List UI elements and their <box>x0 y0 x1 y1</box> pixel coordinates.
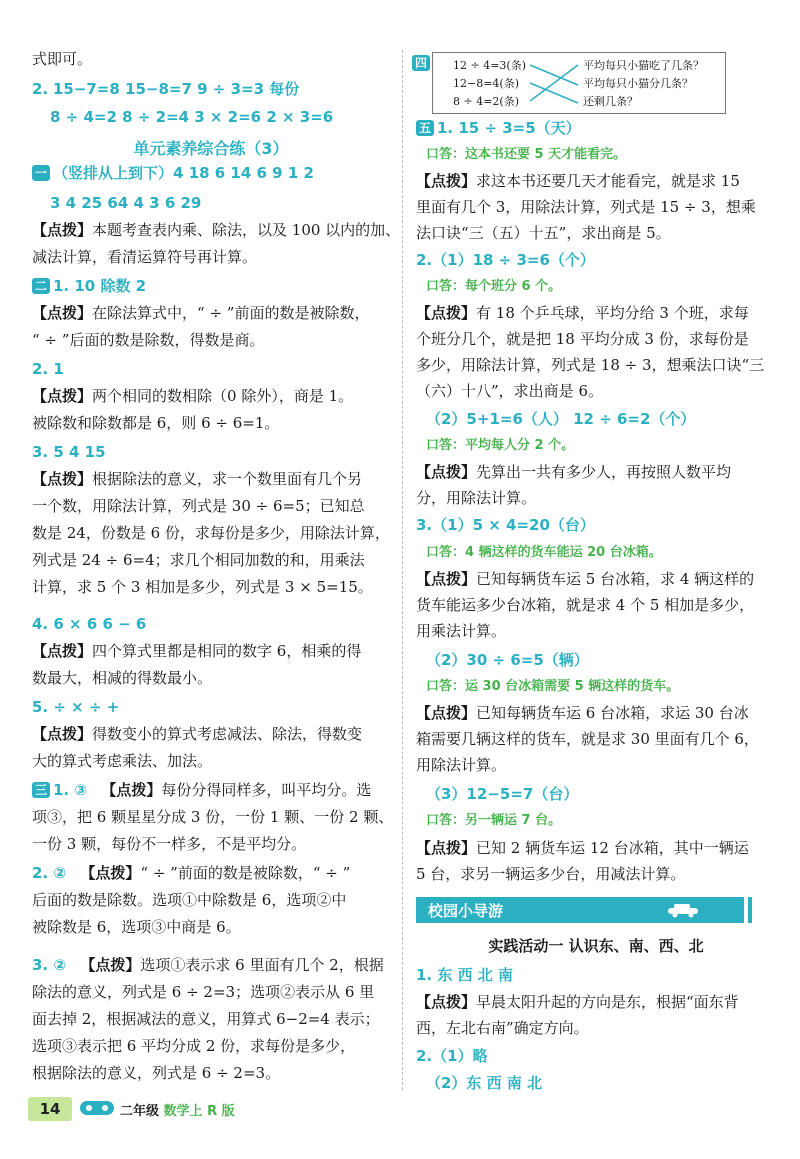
answer-line: 2. 1 <box>32 360 64 378</box>
text-line: 5 台，求另一辆运多少台，用减法计算。 <box>416 865 686 883</box>
tip-line <box>32 469 362 489</box>
text-line: 根据除法的意义，列式是 6 ÷ 2=3。 <box>32 1064 281 1082</box>
tip-text: “ ÷ ”前面的数是被除数，“ ÷ ” <box>140 864 351 882</box>
answer-line: （2）5+1=6（人） 12 ÷ 6=2（个） <box>426 410 696 428</box>
tip-text: 得数变小的算式考虑减法、除法，得数变 <box>92 725 363 743</box>
answer-line: 2.（1）略 <box>416 1047 488 1065</box>
text-line: 用乘法计算。 <box>416 622 507 640</box>
answer-line: 3.（1）5 × 4=20（台） <box>416 516 595 534</box>
text-line: 多少，用除法计算，列式是 18 ÷ 3，想乘法口诀“三 <box>416 356 765 374</box>
book-label <box>120 1100 235 1119</box>
tip-line <box>416 171 740 191</box>
tip-label: 【点拨】 <box>416 304 477 322</box>
tip-text: 两个相同的数相除（0 除外），商是 1。 <box>92 387 354 405</box>
matching-diagram <box>432 52 726 114</box>
text-line: 被除数是 6，选项③中商是 6。 <box>32 918 241 936</box>
text-line: 减法计算，看清运算符号再计算。 <box>32 248 258 266</box>
tip-label: 【点拨】 <box>32 470 93 488</box>
text-line: 计算，求 5 个 3 相加是多少，列式是 3 × 5=15。 <box>32 578 373 596</box>
tip-label: 【点拨】 <box>416 172 477 190</box>
tip-text: 求这本书还要几天才能看完，就是求 15 <box>476 172 740 190</box>
tip-label: 【点拨】 <box>416 839 477 857</box>
tip-text: 根据除法的意义，求一个数里面有几个另 <box>92 470 363 488</box>
tip-line <box>32 386 353 406</box>
match-right-item: 平均每只小猫分几条？ <box>583 77 693 90</box>
oral-answer: 口答：这本书还要 5 天才能看完。 <box>426 147 627 162</box>
tip-text: 已知 2 辆货车运 12 台冰箱，其中一辆运 <box>476 839 749 857</box>
answer-text: （竖排从上到下）4 18 6 14 6 9 1 2 <box>53 164 314 182</box>
match-right-item: 还剩几条？ <box>583 95 638 108</box>
answer-line: 1. 东 西 北 南 <box>416 966 514 984</box>
edition-label: R 版 <box>207 1104 235 1119</box>
answer-line: （2）东 西 南 北 <box>426 1074 543 1092</box>
tip-label: 【点拨】 <box>416 570 477 588</box>
tip-text: 已知每辆货车运 6 台冰箱，求运 30 台冰 <box>476 704 749 722</box>
tip-label: 【点拨】 <box>32 387 93 405</box>
activity-title: 实践活动一 认识东、南、西、北 <box>488 937 704 955</box>
tip-line <box>416 992 739 1012</box>
page-number: 14 <box>28 1097 72 1121</box>
answer-text: 1. 15 ÷ 3=5（天） <box>437 119 581 137</box>
tip-text: 先算出一共有多少人，再按照人数平均 <box>476 463 732 481</box>
section-badge: 二 <box>32 278 50 294</box>
answer-line: （3）12−5=7（台） <box>426 785 579 803</box>
tip-text: 在除法算式中，“ ÷ ”前面的数是被除数， <box>92 304 370 322</box>
tip-label: 【点拨】 <box>416 704 477 722</box>
text-line: 货车能运多少台冰箱，就是求 4 个 5 相加是多少， <box>416 596 755 614</box>
match-left-item: 8 ÷ 4=2(条) <box>453 95 520 108</box>
tip-label: 【点拨】 <box>101 781 162 799</box>
match-line <box>530 65 578 101</box>
match-line <box>530 65 578 85</box>
answer-line <box>32 163 314 183</box>
column-divider <box>402 50 403 1090</box>
tip-line <box>416 569 754 589</box>
text-line: 箱需要几辆这样的货车，就是求 30 里面有几个 6， <box>416 730 759 748</box>
answer-line <box>32 79 299 99</box>
tip-label: 【点拨】 <box>416 993 477 1011</box>
tip-text: 早晨太阳升起的方向是东，根据“面东背 <box>476 993 739 1011</box>
section-badge: 五 <box>416 120 434 136</box>
subject-label: 数学上 <box>163 1104 203 1119</box>
match-right-item: 平均每只小猫吃了几条？ <box>583 59 704 72</box>
text-line: （六）十八”，求出商是 6。 <box>416 382 603 400</box>
brand-logo-icon <box>80 1099 114 1117</box>
tip-label: 【点拨】 <box>32 725 93 743</box>
answer-line <box>32 955 384 975</box>
answer-line: 3. 5 4 15 <box>32 443 106 461</box>
text-line: 数是 24，份数是 6 份，求每份是多少，用除法计算， <box>32 524 390 542</box>
oral-answer: 口答：另一辆运 7 台。 <box>426 813 562 828</box>
text-line: 里面有几个 3，用除法计算，列式是 15 ÷ 3，想乘 <box>416 198 756 216</box>
tip-line <box>32 641 361 661</box>
section-badge: 一 <box>32 165 50 181</box>
text-line: 一个数，用除法计算，列式是 30 ÷ 6=5；已知总 <box>32 497 365 515</box>
text-line: 个班分几个，就是把 18 平均分成 3 份，求每份是 <box>416 330 749 348</box>
oral-answer: 口答：平均每人分 2 个。 <box>426 438 575 453</box>
oral-answer: 口答：每个班分 6 个。 <box>426 279 562 294</box>
tip-line <box>32 724 362 744</box>
tip-label: 【点拨】 <box>80 864 141 882</box>
tip-label: 【点拨】 <box>32 304 93 322</box>
answer-line: 4. 6 × 6 6 − 6 <box>32 615 147 633</box>
text-line: 大的算式考虑乘法、加法。 <box>32 752 213 770</box>
grade-label: 二年级 <box>120 1104 160 1119</box>
answer-line: 3 4 25 64 4 3 6 29 <box>50 194 202 212</box>
tip-line <box>416 838 749 858</box>
tip-text: 选项①表示求 6 里面有几个 2，根据 <box>140 956 384 974</box>
text-line: 西，左北右南”确定方向。 <box>416 1019 589 1037</box>
text-line: 被除数和除数都是 6，则 6 ÷ 6=1。 <box>32 414 280 432</box>
stripes-decoration <box>738 897 758 923</box>
match-line <box>530 83 578 103</box>
section-badge: 三 <box>32 782 50 798</box>
tip-text: 每份分得同样多，叫平均分。选 <box>161 781 372 799</box>
answer-text: 2. ② <box>32 864 67 882</box>
question-number: 2. <box>32 80 49 98</box>
answer-text: 15−7=8 15−8=7 9 ÷ 3=3 每份 <box>52 80 300 98</box>
text-line: 法口诀“三（五）十五”，求出商是 5。 <box>416 224 671 242</box>
text-line: 面去掉 2，根据减法的意义，用算式 6−2=4 表示； <box>32 1010 380 1028</box>
answer-line <box>32 780 371 800</box>
answer-line <box>416 118 581 138</box>
answer-line: 2.（1）18 ÷ 3=6（个） <box>416 251 595 269</box>
answer-line: 8 ÷ 4=2 8 ÷ 2=4 3 × 2=6 2 × 3=6 <box>50 108 334 126</box>
answer-line: 5. ÷ × ÷ + <box>32 698 120 716</box>
answer-line: （2）30 ÷ 6=5（辆） <box>426 651 589 669</box>
tip-text: 本题考查表内乘、除法，以及 100 以内的加、 <box>92 221 401 239</box>
tip-line <box>416 703 749 723</box>
text-line: 一份 3 颗，每份不一样多，不是平均分。 <box>32 835 307 853</box>
tip-text: 已知每辆货车运 5 台冰箱，求 4 辆这样的 <box>476 570 755 588</box>
tip-line <box>416 303 749 323</box>
text-line: 选项③表示把 6 平均分成 2 份，求每份是多少， <box>32 1037 356 1055</box>
text-line: 用除法计算。 <box>416 756 507 774</box>
car-icon <box>664 904 704 918</box>
answer-line <box>32 863 350 883</box>
tip-text: 四个算式里都是相同的数字 6，相乘的得 <box>92 642 362 660</box>
unit-title: 单元素养综合练（3） <box>133 139 289 158</box>
text-line: 式即可。 <box>32 50 93 68</box>
tip-line <box>32 220 400 240</box>
text-line: 除法的意义，列式是 6 ÷ 2=3；选项②表示从 6 里 <box>32 983 375 1001</box>
tip-label: 【点拨】 <box>80 956 141 974</box>
tip-label: 【点拨】 <box>32 642 93 660</box>
oral-answer: 口答：运 30 台冰箱需要 5 辆这样的货车。 <box>426 679 680 694</box>
banner-title: 校园小导游 <box>428 902 504 920</box>
answer-text: 3. ② <box>32 956 67 974</box>
section-badge: 四 <box>412 55 430 71</box>
text-line: 数最大，相减的得数最小。 <box>32 669 213 687</box>
tip-line <box>32 303 369 323</box>
text-line: “ ÷ ”后面的数是除数，得数是商。 <box>32 331 265 349</box>
text-line: 分，用除法计算。 <box>416 489 537 507</box>
text-line: 项③，把 6 颗星星分成 3 份，一份 1 颗、一份 2 颗、 <box>32 808 394 826</box>
answer-line <box>32 276 146 296</box>
section-banner <box>416 897 740 923</box>
oral-answer: 口答：4 辆这样的货车能运 20 台冰箱。 <box>426 545 662 560</box>
match-left-item: 12 ÷ 4=3(条) <box>453 59 527 72</box>
tip-label: 【点拨】 <box>32 221 93 239</box>
answer-text: 1. ③ <box>53 781 88 799</box>
text-line: 列式是 24 ÷ 6=4；求几个相同加数的和，用乘法 <box>32 551 365 569</box>
match-left-item: 12−8=4(条) <box>453 77 520 90</box>
text-line: 后面的数是除数。选项①中除数是 6，选项②中 <box>32 891 347 909</box>
tip-label: 【点拨】 <box>416 463 477 481</box>
answer-text: 1. 10 除数 2 <box>53 277 147 295</box>
tip-line <box>416 462 731 482</box>
tip-text: 有 18 个乒乓球，平均分给 3 个班，求每 <box>476 304 749 322</box>
